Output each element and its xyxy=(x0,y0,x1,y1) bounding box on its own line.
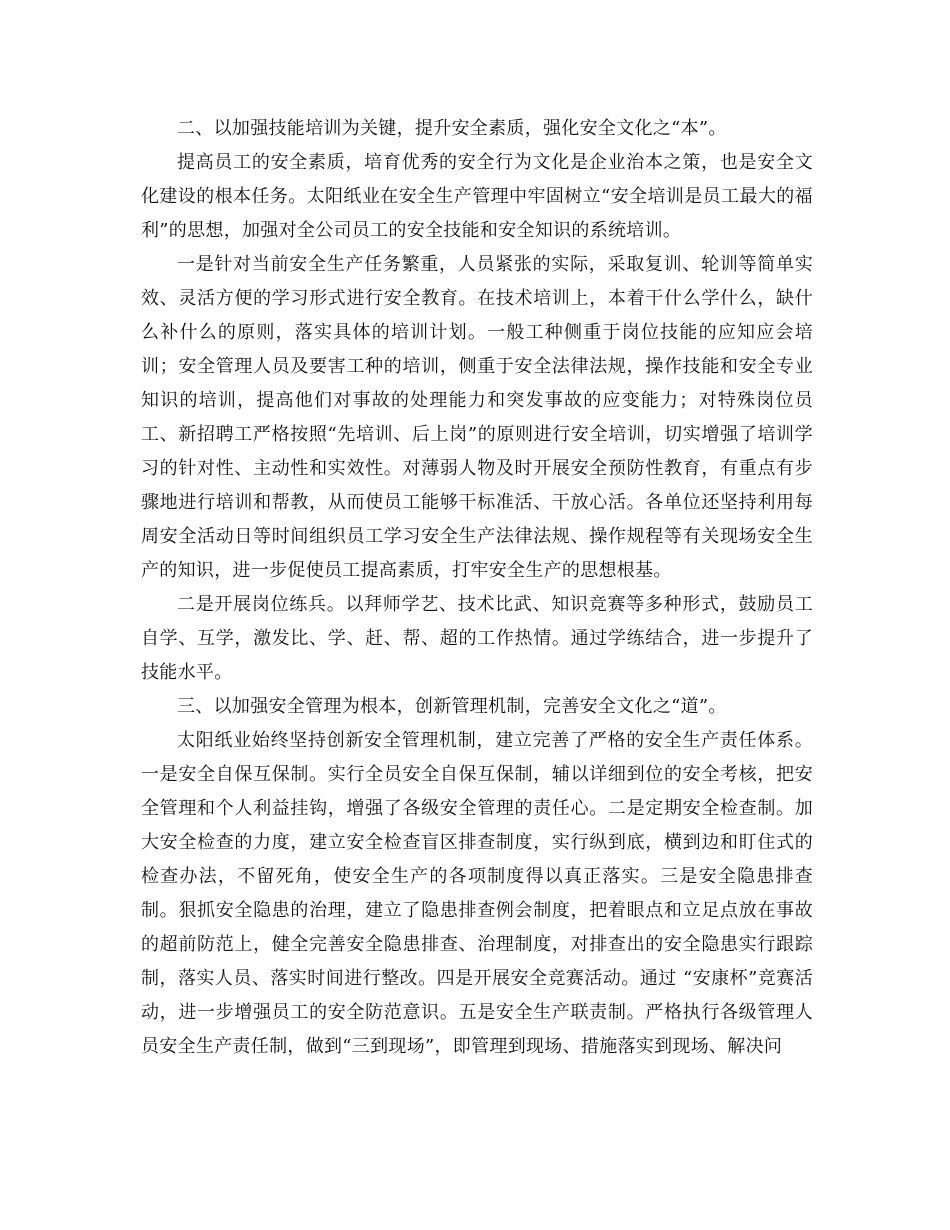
paragraph-training-forms: 一是针对当前安全生产任务繁重，人员紧张的实际，采取复训、轮训等简单实效、灵活方便的学习形式进行安全教育。在技术培训上，本着干什么学什么，缺什么补什么的原则，落实具体的培训计划。一般工种侧重于岗位技能的应知应会培训；安全管理人员及要害工种的培训，侧重于安全法律法规，操作技能和安全专业知识的培训，提高他们对事故的处理能力和突发事故的应变能力；对特殊岗位员工、新招聘工严格按照“先培训、后上岗”的原则进行安全培训，切实增强了培训学习的针对性、主动性和实效性。对薄弱人物及时开展安全预防性教育，有重点有步骤地进行培训和帮教，从而使员工能够干标准活、干放心活。各单位还坚持利用每周安全活动日等时间组织员工学习安全生产法律法规、操作规程等有关现场安全生产的知识，进一步促使员工提高素质，打牢安全生产的思想根基。 xyxy=(141,254,813,581)
heading-section-two: 二、以加强技能培训为关键，提升安全素质，强化安全文化之“本”。 xyxy=(177,118,727,139)
paragraph-management-mechanism: 太阳纸业始终坚持创新安全管理机制，建立完善了严格的安全生产责任体系。一是安全自保互保制。实行全员安全自保互保制，辅以详细到位的安全考核，把安全管理和个人利益挂钩，增强了各级安全管理的责任心。二是定期安全检查制。加大安全检查的力度，建立安全检查盲区排查制度，实行纵到底，横到边和盯住式的检查办法，不留死角，使安全生产的各项制度得以真正落实。三是安全隐患排查制。狠抓安全隐患的治理，建立了隐患排查例会制度，把着眼点和立足点放在事故的超前防范上，健全完善安全隐患排查、治理制度，对排查出的安全隐患实行跟踪制，落实人员、落实时间进行整改。四是开展安全竞赛活动。通过 “安康杯”竞赛活动，进一步增强员工的安全防范意识。五是安全生产联责制。严格执行各级管理人员安全生产责任制，做到“三到现场”，即管理到现场、措施落实到现场、解决问 xyxy=(141,730,813,1057)
paragraph-skill-drills: 二是开展岗位练兵。以拜师学艺、技术比武、知识竞赛等多种形式，鼓励员工自学、互学，激发比、学、赶、帮、超的工作热情。通过学练结合，进一步提升了技能水平。 xyxy=(141,594,813,683)
document-body xyxy=(141,112,813,1064)
heading-section-three: 三、以加强安全管理为根本，创新管理机制，完善安全文化之“道”。 xyxy=(177,696,727,717)
paragraph-safety-quality: 提高员工的安全素质，培育优秀的安全行为文化是企业治本之策，也是安全文化建设的根本任务。太阳纸业在安全生产管理中牢固树立“安全培训是员工最大的福利”的思想，加强对全公司员工的安全技能和安全知识的系统培训。 xyxy=(141,152,813,241)
